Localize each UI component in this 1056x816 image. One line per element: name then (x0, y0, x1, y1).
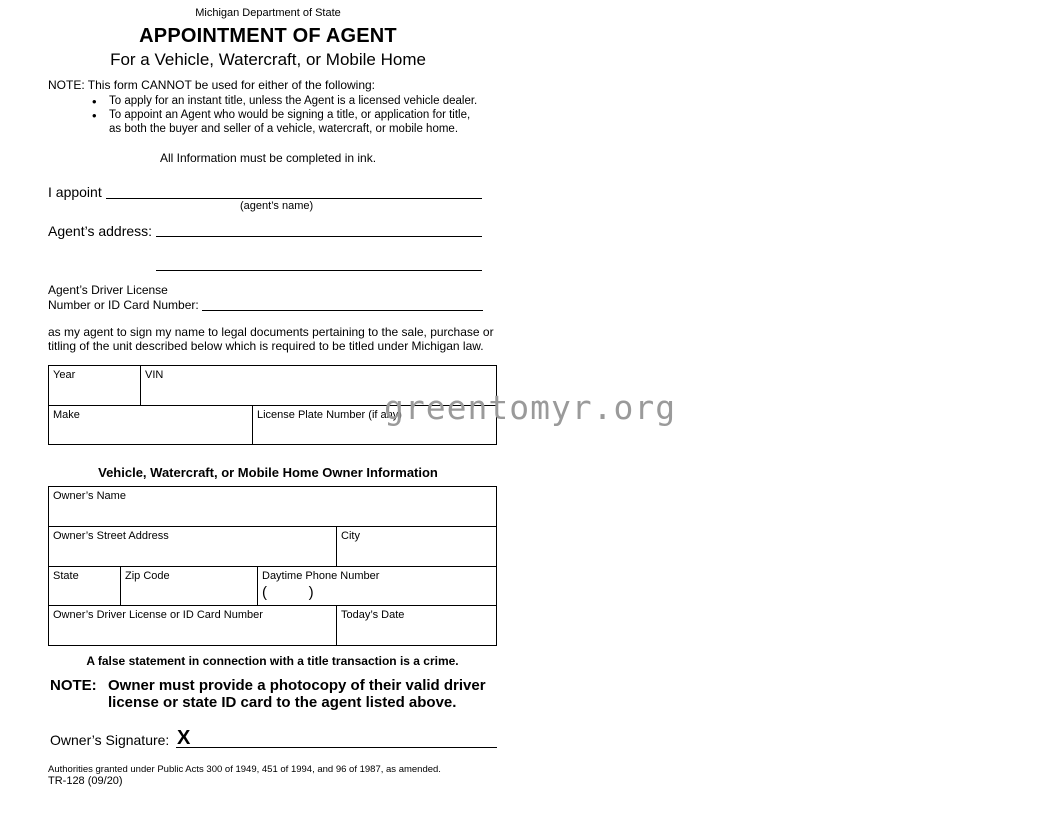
owner-city-cell[interactable] (336, 526, 497, 567)
owner-phone-label: Daytime Phone Number (262, 570, 380, 582)
plate-label: License Plate Number (if any) (257, 409, 402, 421)
photocopy-note-label: NOTE: (50, 677, 97, 694)
form-subtitle: For a Vehicle, Watercraft, or Mobile Home (110, 50, 426, 69)
vin-label: VIN (145, 369, 164, 381)
note-bullet-list (92, 95, 477, 136)
year-cell[interactable] (48, 365, 141, 406)
authorization-line-2: titling of the unit described below which is required to be titled under Michigan law. (48, 339, 484, 353)
signature-x-mark: X (177, 727, 191, 749)
agent-license-label-line2: Number or ID Card Number: (48, 298, 199, 312)
appoint-label: I appoint (48, 184, 102, 200)
owner-name-cell[interactable] (48, 486, 497, 527)
owner-street-cell[interactable] (48, 526, 337, 567)
agent-license-label-line1: Agent’s Driver License (48, 283, 168, 297)
todays-date-label: Today’s Date (341, 609, 405, 621)
signature-label: Owner’s Signature: (50, 732, 170, 748)
owner-license-cell[interactable] (48, 605, 337, 646)
agent-address-line-1[interactable] (156, 236, 482, 237)
agent-name-line[interactable] (106, 198, 482, 199)
owner-state-label: State (53, 570, 79, 582)
owner-zip-cell[interactable] (120, 566, 258, 606)
agent-address-label: Agent’s address: (48, 223, 153, 239)
note-bullet-2: • To appoint an Agent who would be signing a title, or application for title, as both the buyer and seller of a vehicle, watercraft, or mobile home. (92, 109, 477, 137)
make-label: Make (53, 409, 80, 421)
watermark-text: greentomyr.org (384, 388, 677, 427)
owner-name-label: Owner’s Name (53, 490, 126, 502)
form-title: APPOINTMENT OF AGENT (139, 25, 397, 47)
authorities-text: Authorities granted under Public Acts 300 of 1949, 451 of 1994, and 96 of 1987, as amended. (48, 764, 441, 775)
owner-license-label: Owner’s Driver License or ID Card Number (53, 609, 263, 621)
ink-notice: All Information must be completed in ink. (159, 151, 377, 165)
agent-address-line-2[interactable] (156, 270, 482, 271)
owner-zip-label: Zip Code (125, 570, 170, 582)
agency-name: Michigan Department of State (195, 7, 341, 19)
owner-phone-cell[interactable] (257, 566, 497, 606)
owner-section-title: Vehicle, Watercraft, or Mobile Home Owner Information (98, 465, 438, 480)
photocopy-note-line-1: Owner must provide a photocopy of their valid driver (108, 677, 486, 694)
note-bullet-1: • To apply for an instant title, unless the Agent is a licensed vehicle dealer. (92, 95, 477, 109)
todays-date-cell[interactable] (336, 605, 497, 646)
phone-area-code-parens: ( ) (262, 584, 314, 601)
crime-warning: A false statement in connection with a title transaction is a crime. (86, 654, 459, 668)
signature-line[interactable] (176, 747, 497, 748)
make-cell[interactable] (48, 405, 253, 445)
agent-name-caption: (agent’s name) (240, 200, 314, 212)
year-label: Year (53, 369, 76, 381)
photocopy-note-line-2: license or state ID card to the agent listed above. (108, 694, 457, 711)
owner-state-cell[interactable] (48, 566, 121, 606)
note-intro: NOTE: This form CANNOT be used for either of the following: (48, 78, 376, 92)
owner-street-label: Owner’s Street Address (53, 530, 169, 542)
agent-license-line[interactable] (202, 310, 483, 311)
authorization-line-1: as my agent to sign my name to legal documents pertaining to the sale, purchase or (48, 325, 494, 339)
form-number: TR-128 (09/20) (48, 775, 123, 787)
owner-city-label: City (341, 530, 360, 542)
